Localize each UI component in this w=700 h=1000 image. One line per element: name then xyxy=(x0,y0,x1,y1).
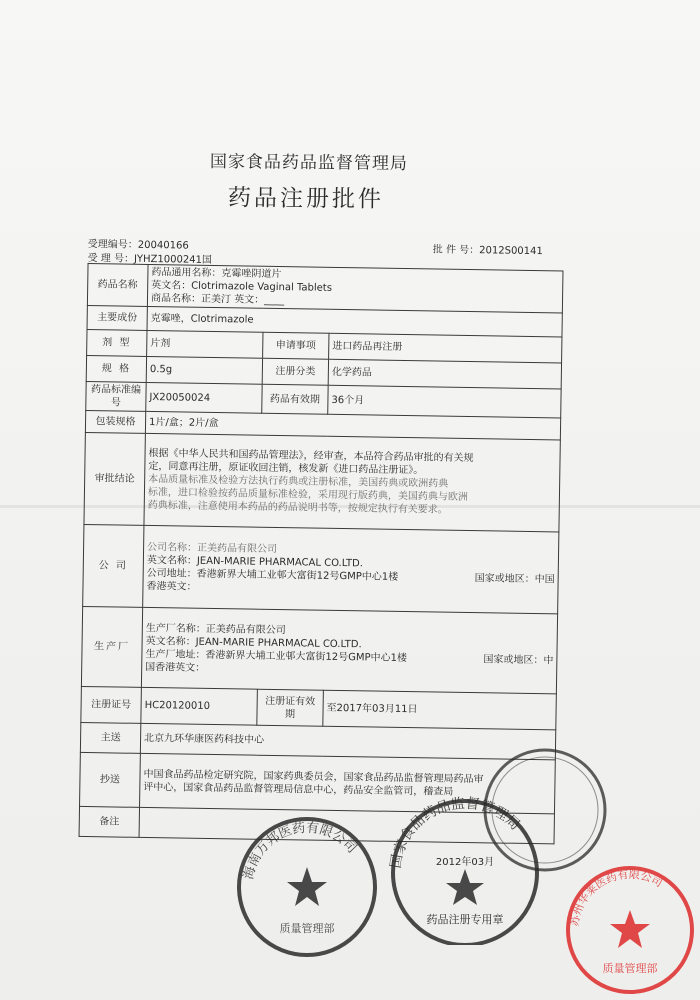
conclusion-line: 药典标准，注意使用本药品的药品说明书等，按规定执行有关要求。 xyxy=(147,499,448,516)
packaging-label: 包装规格 xyxy=(85,410,145,433)
category-label: 注册分类 xyxy=(262,358,328,385)
recipient-value: 北京九环华康医药科技中心 xyxy=(140,723,555,760)
row-drug-name xyxy=(87,264,563,313)
ingredients-value: 克霉唑，Clotrimazole xyxy=(147,306,562,337)
cc-line: 评中心，国家食品药品监督管理局信息中心，药品安全监管司，稽查局 xyxy=(143,781,454,798)
conclusion-label: 审批结论 xyxy=(84,432,145,525)
drug-name-label: 药品名称 xyxy=(87,264,148,307)
svg-text:苏州华莱医药有限公司: 苏州华莱医药有限公司 xyxy=(567,867,665,928)
cc-line: 中国食品药品检定研究院，国家药典委员会，国家食品药品监督管理局药品审 xyxy=(143,768,484,785)
company-country: 国家或地区：中国 xyxy=(474,572,555,585)
company-english: 英文名称：JEAN-MARIE PHARMACAL CO.LTD. xyxy=(146,554,364,569)
spec-label: 规 格 xyxy=(86,355,146,382)
conclusion-line: 根据《中华人民共和国药品管理法》，经审查，本品符合药品审批的有关规 xyxy=(148,447,474,465)
certificate-value: HC20120010 xyxy=(141,687,258,725)
manufacturer-address: 生产厂地址：香港新界大埔工业邨大富街12号GMP中心1楼 xyxy=(145,648,407,664)
conclusion-line: 定，同意再注册，原证收回注销，核发新《进口药品注册证》。 xyxy=(148,460,424,477)
trade-name: 商品名称：正美汀 英文：____ xyxy=(150,292,285,307)
company-name: 公司名称：正美药品有限公司 xyxy=(147,541,278,555)
company-label: 公 司 xyxy=(83,524,144,607)
drug-name-cell xyxy=(147,264,563,313)
manufacturer-english: 英文名称：JEAN-MARIE PHARMACAL CO.LTD. xyxy=(145,635,362,650)
spec-value: 0.5g xyxy=(146,356,262,384)
cc-label: 抄送 xyxy=(80,752,141,807)
svg-text:海南万邦医药有限公司: 海南万邦医药有限公司 xyxy=(241,820,360,882)
svg-text:质量管理部: 质量管理部 xyxy=(602,962,658,975)
sfda-stamp-date: 2012年03月 xyxy=(435,857,495,868)
company-hk-english: 香港英文： xyxy=(146,580,197,593)
english-name: 英文名：Clotrimazole Vaginal Tablets xyxy=(151,279,333,294)
standard-label: 药品标准编号 xyxy=(86,381,146,411)
row-company xyxy=(83,524,559,613)
conclusion-line: 标准，进口检验按药品质量标准检验，采用现行版药典，美国药典与欧洲 xyxy=(147,486,469,503)
acceptance-no: 受理编号：20040166 xyxy=(87,238,189,252)
row-manufacturer xyxy=(81,606,557,693)
sfda-registration-stamp xyxy=(380,795,550,945)
application-value: 进口药品再注册 xyxy=(329,333,562,363)
manufacturer-country: 国家或地区：中 xyxy=(483,653,554,666)
ingredients-label: 主要成份 xyxy=(87,305,147,330)
company-info xyxy=(143,525,559,614)
company-seal-stamp xyxy=(232,812,382,962)
remarks-label: 备注 xyxy=(79,806,139,837)
agency-name: 国家食品药品监督管理局 xyxy=(209,151,409,175)
svg-text:质量管理部: 质量管理部 xyxy=(279,922,335,935)
expiry-value: 至2017年03月11日 xyxy=(323,690,557,730)
conclusion-text xyxy=(144,433,560,532)
standard-value: JX20050024 xyxy=(146,382,262,413)
dosage-value: 片剂 xyxy=(147,330,263,358)
application-label: 申请事项 xyxy=(263,332,329,359)
manufacturer-info xyxy=(141,607,557,694)
row-conclusion xyxy=(84,432,560,531)
sfda-stamp-bottom: 药品注册专用章 xyxy=(426,913,504,926)
expiry-label: 注册证有效期 xyxy=(257,689,324,726)
recipient-label: 主送 xyxy=(80,722,140,753)
category-value: 化学药品 xyxy=(328,359,561,389)
company-address: 公司地址：香港新界大埔工业邨大富街12号GMP中心1楼 xyxy=(146,567,399,583)
sfda-stamp-ring: 国家食品药品监督管理局 xyxy=(387,795,523,870)
validity-label: 药品有效期 xyxy=(262,384,328,414)
red-company-stamp xyxy=(560,860,700,1000)
approval-no: 批 件 号：2012S00141 xyxy=(432,244,543,258)
dosage-label: 剂 型 xyxy=(87,329,147,356)
manufacturer-label: 生产厂 xyxy=(81,606,142,687)
manufacturer-name: 生产厂名称：正美药品有限公司 xyxy=(145,622,286,636)
conclusion-line: 本品质量标准及检验方法执行药典或注册标准，美国药典或欧洲药典 xyxy=(148,473,449,490)
acceptance-code: 受 理 号：JYHZ1000241国 xyxy=(87,252,213,266)
document-title: 药品注册批件 xyxy=(227,185,385,213)
manufacturer-hk-english: 国香港英文： xyxy=(145,661,206,674)
certificate-label: 注册证号 xyxy=(81,686,142,723)
generic-name: 药品通用名称：克霉唑阴道片 xyxy=(151,267,282,281)
validity-value: 36个月 xyxy=(328,385,561,418)
packaging-value: 1片/盒；2片/盒 xyxy=(145,411,560,440)
